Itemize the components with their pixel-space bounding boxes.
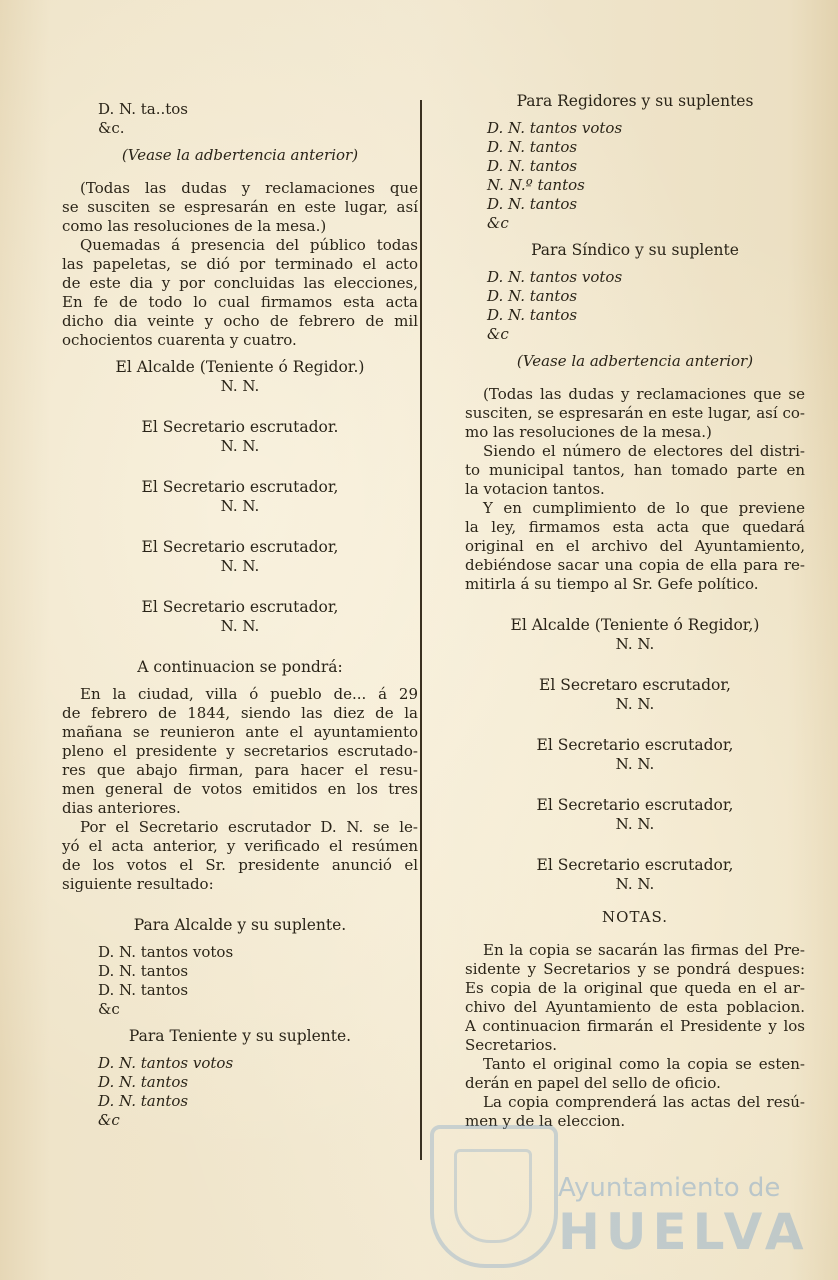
- text-line: susciten, se espresarán en este lugar, así co-: [465, 404, 805, 422]
- text-line: Tanto el original como la copia se esten-: [483, 1055, 805, 1073]
- advertencia-note: (Vease la adbertencia anterior): [121, 146, 359, 164]
- paragraph-quemadas: [62, 236, 418, 350]
- signature-block: [465, 616, 805, 654]
- teniente-section-heading: Para Teniente y su suplente.: [128, 1027, 352, 1045]
- text-line: original en el archivo del Ayuntamiento,: [465, 537, 805, 555]
- paragraph-nota-2: [465, 1055, 805, 1093]
- text-line: como las resoluciones de la mesa.): [62, 217, 327, 235]
- regidores-vote-list: [465, 119, 805, 233]
- text-line: la ley, firmamos esta acta que quedará: [465, 518, 805, 536]
- text-line: de febrero de 1844, siendo las diez de la: [62, 704, 418, 722]
- signature-block: [62, 358, 418, 396]
- list-item: D. N. tantos: [98, 1073, 189, 1091]
- list-item: D. N. ta..tos: [98, 100, 188, 118]
- text-line: men general de votos emitidos en los tres: [62, 780, 418, 798]
- signature-block: [62, 418, 418, 456]
- paragraph-dudas: [62, 179, 418, 236]
- signature-title: El Secretario escrutador,: [141, 478, 339, 496]
- text-line: mitirla á su tiempo al Sr. Gefe político.: [465, 575, 759, 593]
- signature-title: El Secretario escrutador,: [536, 736, 734, 754]
- left-top-list: [62, 100, 418, 138]
- list-item: &c: [98, 1111, 120, 1129]
- signature-block: [465, 736, 805, 774]
- sindico-vote-list: [465, 268, 805, 344]
- text-line: siguiente resultado:: [62, 875, 214, 893]
- list-item: D. N. tantos: [98, 962, 189, 980]
- text-line: sidente y Secretarios y se pondrá despues:: [465, 960, 805, 978]
- signature-block: [465, 796, 805, 834]
- paragraph-nota-1: [465, 941, 805, 1055]
- list-item: N. N.º tantos: [487, 176, 585, 194]
- signature-block: [62, 598, 418, 636]
- signature-name: N. N.: [615, 695, 655, 713]
- text-line: de este dia y por concluidas las elecciones,: [62, 274, 418, 292]
- text-line: En la ciudad, villa ó pueblo de... á 29: [80, 685, 418, 703]
- list-item: D. N. tantos: [487, 287, 578, 305]
- text-line: En fe de todo lo cual firmamos esta acta: [62, 293, 418, 311]
- text-line: Por el Secretario escrutador D. N. se le-: [80, 818, 418, 836]
- signature-name: N. N.: [615, 755, 655, 773]
- teniente-vote-list: [62, 1054, 418, 1130]
- list-item: &c: [487, 325, 509, 343]
- watermark-line-2: HUELVA: [558, 1203, 810, 1261]
- text-line: debiéndose sacar una copia de ella para re-: [465, 556, 805, 574]
- signature-name: N. N.: [615, 635, 655, 653]
- column-divider: [420, 100, 422, 1160]
- text-line: Y en cumplimiento de lo que previene: [483, 499, 805, 517]
- text-line: A continuacion firmarán el Presidente y los: [465, 1017, 805, 1035]
- text-line: mañana se reunieron ante el ayuntamiento: [62, 723, 418, 741]
- text-line: men y de la eleccion.: [465, 1112, 626, 1130]
- signature-title: El Secretario escrutador.: [141, 418, 339, 436]
- list-item: D. N. tantos: [487, 195, 578, 213]
- signature-name: N. N.: [220, 497, 260, 515]
- notas-heading: NOTAS.: [602, 908, 668, 926]
- signature-name: N. N.: [615, 815, 655, 833]
- text-line: mo las resoluciones de la mesa.): [465, 423, 712, 441]
- ayuntamiento-watermark: [430, 1105, 810, 1270]
- list-item: D. N. tantos: [487, 138, 578, 156]
- list-item: &c.: [98, 119, 125, 137]
- text-line: pleno el presidente y secretarios escrutado-: [62, 742, 418, 760]
- signature-title: El Alcalde (Teniente ó Regidor.): [115, 358, 365, 376]
- text-line: yó el acta anterior, y verificado el resúmen: [62, 837, 418, 855]
- list-item: D. N. tantos: [98, 1092, 189, 1110]
- signature-block: [465, 676, 805, 714]
- paragraph-dudas: [465, 385, 805, 442]
- text-line: La copia comprenderá las actas del resú-: [483, 1093, 805, 1111]
- signature-name: N. N.: [220, 437, 260, 455]
- text-line: Siendo el número de electores del distri-: [483, 442, 805, 460]
- text-line: dicho dia veinte y ocho de febrero de mil: [62, 312, 418, 330]
- paragraph-cumplimiento: [465, 499, 805, 594]
- advertencia-note: (Vease la adbertencia anterior): [516, 352, 754, 370]
- alcalde-vote-list: [62, 943, 418, 1019]
- text-line: res que abajo firman, para hacer el resu-: [62, 761, 418, 779]
- text-line: dias anteriores.: [62, 799, 181, 817]
- signature-name: N. N.: [615, 875, 655, 893]
- list-item: D. N. tantos votos: [487, 119, 623, 137]
- text-line: Es copia de la original que queda en el ar-: [465, 979, 805, 997]
- paragraph-secretario: [62, 818, 418, 894]
- regidores-section-heading: Para Regidores y su suplentes: [516, 92, 754, 110]
- text-line: (Todas las dudas y reclamaciones que: [80, 179, 418, 197]
- signature-block: [465, 856, 805, 894]
- text-line: Secretarios.: [465, 1036, 558, 1054]
- list-item: D. N. tantos: [98, 981, 189, 999]
- signature-name: N. N.: [220, 617, 260, 635]
- list-item: D. N. tantos votos: [487, 268, 623, 286]
- text-line: derán en papel del sello de oficio.: [465, 1074, 721, 1092]
- paragraph-ciudad: [62, 685, 418, 818]
- signature-name: N. N.: [220, 377, 260, 395]
- text-line: (Todas las dudas y reclamaciones que se: [483, 385, 805, 403]
- signature-block: [62, 538, 418, 576]
- paragraph-electores: [465, 442, 805, 499]
- text-line: ochocientos cuarenta y cuatro.: [62, 331, 297, 349]
- text-line: Quemadas á presencia del público todas: [80, 236, 418, 254]
- alcalde-section-heading: Para Alcalde y su suplente.: [133, 916, 347, 934]
- right-column: [465, 92, 805, 1131]
- signature-title: El Secretario escrutador,: [536, 856, 734, 874]
- continuation-heading: A continuacion se pondrá:: [137, 658, 343, 676]
- watermark-line-1: Ayuntamiento de: [558, 1173, 781, 1203]
- list-item: D. N. tantos: [487, 306, 578, 324]
- text-line: las papeletas, se dió por terminado el acto: [62, 255, 418, 273]
- text-line: to municipal tantos, han tomado parte en: [465, 461, 805, 479]
- signature-title: El Secretario escrutador,: [141, 598, 339, 616]
- signature-title: El Secretario escrutador,: [536, 796, 734, 814]
- text-line: En la copia se sacarán las firmas del Pre-: [483, 941, 805, 959]
- signature-name: N. N.: [220, 557, 260, 575]
- signature-title: El Secretaro escrutador,: [539, 676, 731, 694]
- coat-of-arms-icon: [430, 1125, 558, 1268]
- text-line: de los votos el Sr. presidente anunció el: [62, 856, 418, 874]
- sindico-section-heading: Para Síndico y su suplente: [531, 241, 739, 259]
- signature-block: [62, 478, 418, 516]
- text-line: la votacion tantos.: [465, 480, 605, 498]
- signature-title: El Secretario escrutador,: [141, 538, 339, 556]
- signature-title: El Alcalde (Teniente ó Regidor,): [510, 616, 760, 634]
- list-item: D. N. tantos: [487, 157, 578, 175]
- list-item: &c: [487, 214, 509, 232]
- text-line: chivo del Ayuntamiento de esta poblacion.: [465, 998, 805, 1016]
- text-line: se susciten se espresarán en este lugar, así: [62, 198, 418, 216]
- list-item: D. N. tantos votos: [98, 1054, 234, 1072]
- left-column: [62, 100, 418, 1130]
- list-item: &c: [98, 1000, 120, 1018]
- list-item: D. N. tantos votos: [98, 943, 234, 961]
